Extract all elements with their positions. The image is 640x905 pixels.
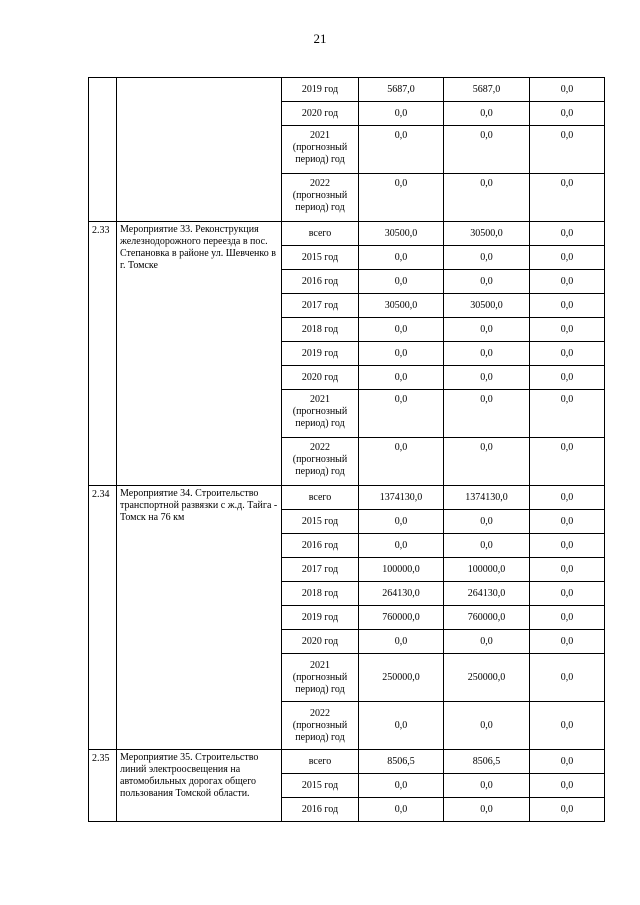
measure-name: Мероприятие 33. Реконструкция железнодорожного переезда в пос. Степановка в районе ул. Шевченко в г. Томске (117, 222, 282, 486)
total-value-cell: 8506,5 (359, 750, 444, 774)
other-value-cell: 0,0 (530, 342, 605, 366)
period-cell: всего (282, 486, 359, 510)
period-cell: 2021 (прогнозный период) год (282, 126, 359, 174)
budget-table (88, 77, 605, 822)
measure-number: 2.33 (89, 222, 117, 486)
other-value-cell: 0,0 (530, 510, 605, 534)
other-value-cell: 0,0 (530, 654, 605, 702)
budget-value-cell: 0,0 (444, 438, 530, 486)
budget-value-cell: 0,0 (444, 510, 530, 534)
budget-value-cell: 0,0 (444, 390, 530, 438)
other-value-cell: 0,0 (530, 270, 605, 294)
total-value-cell: 0,0 (359, 366, 444, 390)
period-cell: 2016 год (282, 270, 359, 294)
total-value-cell: 264130,0 (359, 582, 444, 606)
total-value-cell: 0,0 (359, 342, 444, 366)
other-value-cell: 0,0 (530, 294, 605, 318)
table-row (89, 486, 605, 510)
other-value-cell: 0,0 (530, 774, 605, 798)
other-value-cell: 0,0 (530, 606, 605, 630)
budget-value-cell: 0,0 (444, 246, 530, 270)
other-value-cell: 0,0 (530, 126, 605, 174)
period-cell: 2016 год (282, 798, 359, 822)
other-value-cell: 0,0 (530, 78, 605, 102)
total-value-cell: 0,0 (359, 630, 444, 654)
total-value-cell: 30500,0 (359, 222, 444, 246)
total-value-cell: 0,0 (359, 174, 444, 222)
total-value-cell: 0,0 (359, 318, 444, 342)
total-value-cell: 250000,0 (359, 654, 444, 702)
other-value-cell: 0,0 (530, 438, 605, 486)
budget-value-cell: 0,0 (444, 702, 530, 750)
period-cell: 2016 год (282, 534, 359, 558)
period-cell: 2020 год (282, 102, 359, 126)
other-value-cell: 0,0 (530, 534, 605, 558)
budget-value-cell: 0,0 (444, 534, 530, 558)
total-value-cell: 0,0 (359, 270, 444, 294)
budget-value-cell: 0,0 (444, 174, 530, 222)
budget-value-cell: 0,0 (444, 798, 530, 822)
period-cell: 2021 (прогнозный период) год (282, 654, 359, 702)
total-value-cell: 0,0 (359, 534, 444, 558)
period-cell: 2018 год (282, 318, 359, 342)
other-value-cell: 0,0 (530, 390, 605, 438)
table-row (89, 750, 605, 774)
number-cell (89, 78, 117, 222)
total-value-cell: 0,0 (359, 438, 444, 486)
period-cell: 2015 год (282, 774, 359, 798)
budget-value-cell: 0,0 (444, 270, 530, 294)
other-value-cell: 0,0 (530, 750, 605, 774)
total-value-cell: 0,0 (359, 126, 444, 174)
period-cell: 2019 год (282, 78, 359, 102)
period-cell: 2017 год (282, 294, 359, 318)
period-cell: всего (282, 750, 359, 774)
budget-value-cell: 0,0 (444, 366, 530, 390)
period-cell: 2022 (прогнозный период) год (282, 438, 359, 486)
page-number: 21 (313, 31, 327, 46)
period-cell: 2020 год (282, 366, 359, 390)
budget-value-cell: 0,0 (444, 630, 530, 654)
measure-name: Мероприятие 35. Строительство линий электроосвещения на автомобильных дорогах общего пользования Томской области. (117, 750, 282, 822)
budget-value-cell: 0,0 (444, 318, 530, 342)
budget-value-cell: 0,0 (444, 102, 530, 126)
other-value-cell: 0,0 (530, 798, 605, 822)
period-cell: 2017 год (282, 558, 359, 582)
period-cell: 2015 год (282, 510, 359, 534)
budget-value-cell: 0,0 (444, 774, 530, 798)
period-cell: 2018 год (282, 582, 359, 606)
budget-value-cell: 0,0 (444, 342, 530, 366)
total-value-cell: 30500,0 (359, 294, 444, 318)
budget-value-cell: 1374130,0 (444, 486, 530, 510)
other-value-cell: 0,0 (530, 630, 605, 654)
other-value-cell: 0,0 (530, 366, 605, 390)
period-cell: 2019 год (282, 342, 359, 366)
measure-number: 2.34 (89, 486, 117, 750)
other-value-cell: 0,0 (530, 486, 605, 510)
other-value-cell: 0,0 (530, 102, 605, 126)
total-value-cell: 0,0 (359, 102, 444, 126)
other-value-cell: 0,0 (530, 246, 605, 270)
budget-value-cell: 0,0 (444, 126, 530, 174)
total-value-cell: 0,0 (359, 510, 444, 534)
budget-value-cell: 250000,0 (444, 654, 530, 702)
period-cell: 2019 год (282, 606, 359, 630)
period-cell: 2015 год (282, 246, 359, 270)
total-value-cell: 0,0 (359, 702, 444, 750)
budget-value-cell: 30500,0 (444, 294, 530, 318)
budget-value-cell: 30500,0 (444, 222, 530, 246)
table-row (89, 78, 605, 102)
table-row (89, 222, 605, 246)
measure-number: 2.35 (89, 750, 117, 822)
other-value-cell: 0,0 (530, 174, 605, 222)
total-value-cell: 0,0 (359, 246, 444, 270)
budget-value-cell: 760000,0 (444, 606, 530, 630)
period-cell: 2020 год (282, 630, 359, 654)
budget-value-cell: 100000,0 (444, 558, 530, 582)
measure-name: Мероприятие 34. Строительство транспортной развязки с ж.д. Тайга - Томск на 76 км (117, 486, 282, 750)
total-value-cell: 0,0 (359, 774, 444, 798)
name-cell (117, 78, 282, 222)
period-cell: 2021 (прогнозный период) год (282, 390, 359, 438)
total-value-cell: 5687,0 (359, 78, 444, 102)
other-value-cell: 0,0 (530, 318, 605, 342)
total-value-cell: 0,0 (359, 390, 444, 438)
other-value-cell: 0,0 (530, 558, 605, 582)
period-cell: 2022 (прогнозный период) год (282, 702, 359, 750)
period-cell: всего (282, 222, 359, 246)
budget-value-cell: 5687,0 (444, 78, 530, 102)
budget-value-cell: 8506,5 (444, 750, 530, 774)
total-value-cell: 760000,0 (359, 606, 444, 630)
budget-value-cell: 264130,0 (444, 582, 530, 606)
other-value-cell: 0,0 (530, 222, 605, 246)
total-value-cell: 1374130,0 (359, 486, 444, 510)
other-value-cell: 0,0 (530, 582, 605, 606)
total-value-cell: 100000,0 (359, 558, 444, 582)
period-cell: 2022 (прогнозный период) год (282, 174, 359, 222)
other-value-cell: 0,0 (530, 702, 605, 750)
total-value-cell: 0,0 (359, 798, 444, 822)
